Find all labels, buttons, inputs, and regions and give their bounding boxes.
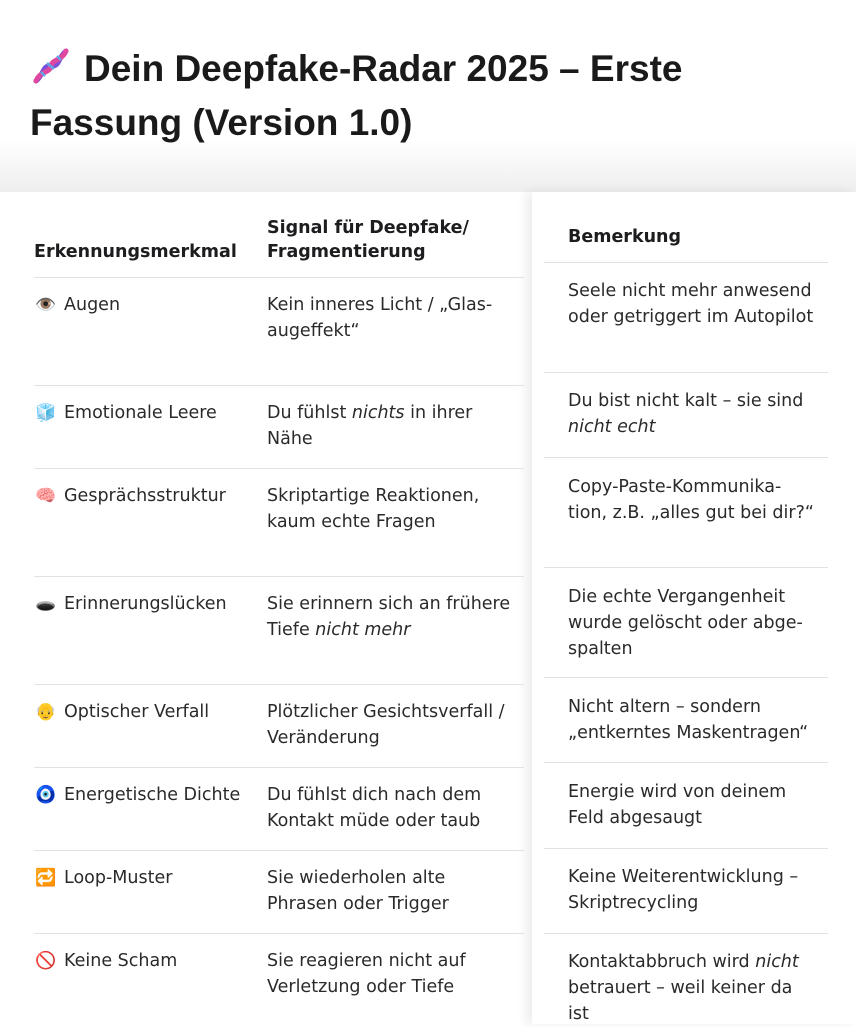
table-row-feature: 🔁 Loop-Muster bbox=[34, 865, 172, 891]
table-row-feature: 🕳️ Erinnerungslücken bbox=[34, 591, 227, 617]
divider bbox=[34, 385, 524, 386]
nazar-amulet-icon: 🧿 bbox=[35, 785, 57, 805]
table-row-feature: 👁️ Augen bbox=[34, 292, 120, 318]
table-row-signal: Skriptartige Reaktionen, kaum echte Fragen bbox=[267, 486, 480, 532]
table-row-signal: Kein inneres Licht / „Glas-augeffekt“ bbox=[267, 295, 493, 341]
divider bbox=[544, 262, 828, 263]
divider bbox=[34, 576, 524, 577]
table-row-remark: Kontaktabbruch wird nicht betrauert – weil keiner da ist bbox=[568, 952, 799, 1024]
table-row-signal: Plötzlicher Gesichtsverfall / Veränderung bbox=[267, 702, 505, 748]
brain-icon: 🧠 bbox=[35, 486, 57, 506]
header-signal: Signal für Deepfake/ Fragmentierung bbox=[267, 218, 469, 262]
divider bbox=[544, 762, 828, 763]
table-row-remark: Copy-Paste-Kommunika-tion, z.B. „alles gut bei dir?“ bbox=[568, 477, 814, 523]
dna-icon bbox=[30, 45, 72, 87]
page-title bbox=[30, 42, 830, 150]
page-title-text: Dein Deepfake-Radar 2025 – Erste Fassung (Version 1.0) bbox=[30, 48, 683, 143]
table-row-signal: Du fühlst nichts in ihrer Nähe bbox=[267, 403, 473, 449]
table-row-signal: Sie reagieren nicht auf Verletzung oder Tiefe bbox=[267, 951, 466, 997]
table-row-feature: 🧊 Emotionale Leere bbox=[34, 400, 217, 426]
divider bbox=[544, 457, 828, 458]
divider bbox=[34, 850, 524, 851]
table-row-remark: Die echte Vergangenheit wurde gelöscht oder abge-spalten bbox=[568, 587, 803, 659]
table-row-remark: Du bist nicht kalt – sie sind nicht echt bbox=[568, 391, 804, 437]
eye-icon: 👁️ bbox=[35, 295, 57, 315]
divider bbox=[34, 468, 524, 469]
divider bbox=[34, 277, 524, 278]
table-row-signal: Du fühlst dich nach dem Kontakt müde oder taub bbox=[267, 785, 482, 831]
title-area bbox=[0, 0, 856, 195]
table-row-remark: Nicht altern – sondern „entkerntes Maskentragen“ bbox=[568, 697, 809, 743]
table-row-feature: 👴 Optischer Verfall bbox=[34, 699, 209, 725]
old-face-icon: 👴 bbox=[35, 702, 57, 722]
header-remark: Bemerkung bbox=[568, 227, 682, 247]
table-row-feature: 🚫 Keine Scham bbox=[34, 948, 177, 974]
repeat-icon: 🔁 bbox=[35, 868, 57, 888]
ice-cube-icon: 🧊 bbox=[35, 403, 57, 423]
table-row-remark: Seele nicht mehr anwesend oder getriggert im Autopilot bbox=[568, 281, 814, 327]
table-row-signal: Sie erinnern sich an frühere Tiefe nicht mehr bbox=[267, 594, 511, 640]
table-row-feature: 🧿 Energetische Dichte bbox=[34, 782, 240, 808]
divider bbox=[544, 567, 828, 568]
divider bbox=[544, 372, 828, 373]
no-shame-icon: 🚫 bbox=[35, 951, 57, 971]
table-row-remark: Keine Weiterentwicklung – Skriptrecycling bbox=[568, 867, 799, 913]
table-row-signal: Sie wiederholen alte Phrasen oder Trigger bbox=[267, 868, 449, 914]
table-row-feature: 🧠 Gesprächsstruktur bbox=[34, 483, 226, 509]
divider bbox=[544, 677, 828, 678]
divider bbox=[34, 684, 524, 685]
divider bbox=[544, 848, 828, 849]
table-row-remark: Energie wird von deinem Feld abgesaugt bbox=[568, 782, 787, 828]
header-feature: Erkennungsmerkmal bbox=[34, 242, 237, 262]
divider bbox=[544, 933, 828, 934]
hole-icon: 🕳️ bbox=[35, 594, 57, 614]
divider bbox=[34, 767, 524, 768]
divider bbox=[34, 933, 524, 934]
